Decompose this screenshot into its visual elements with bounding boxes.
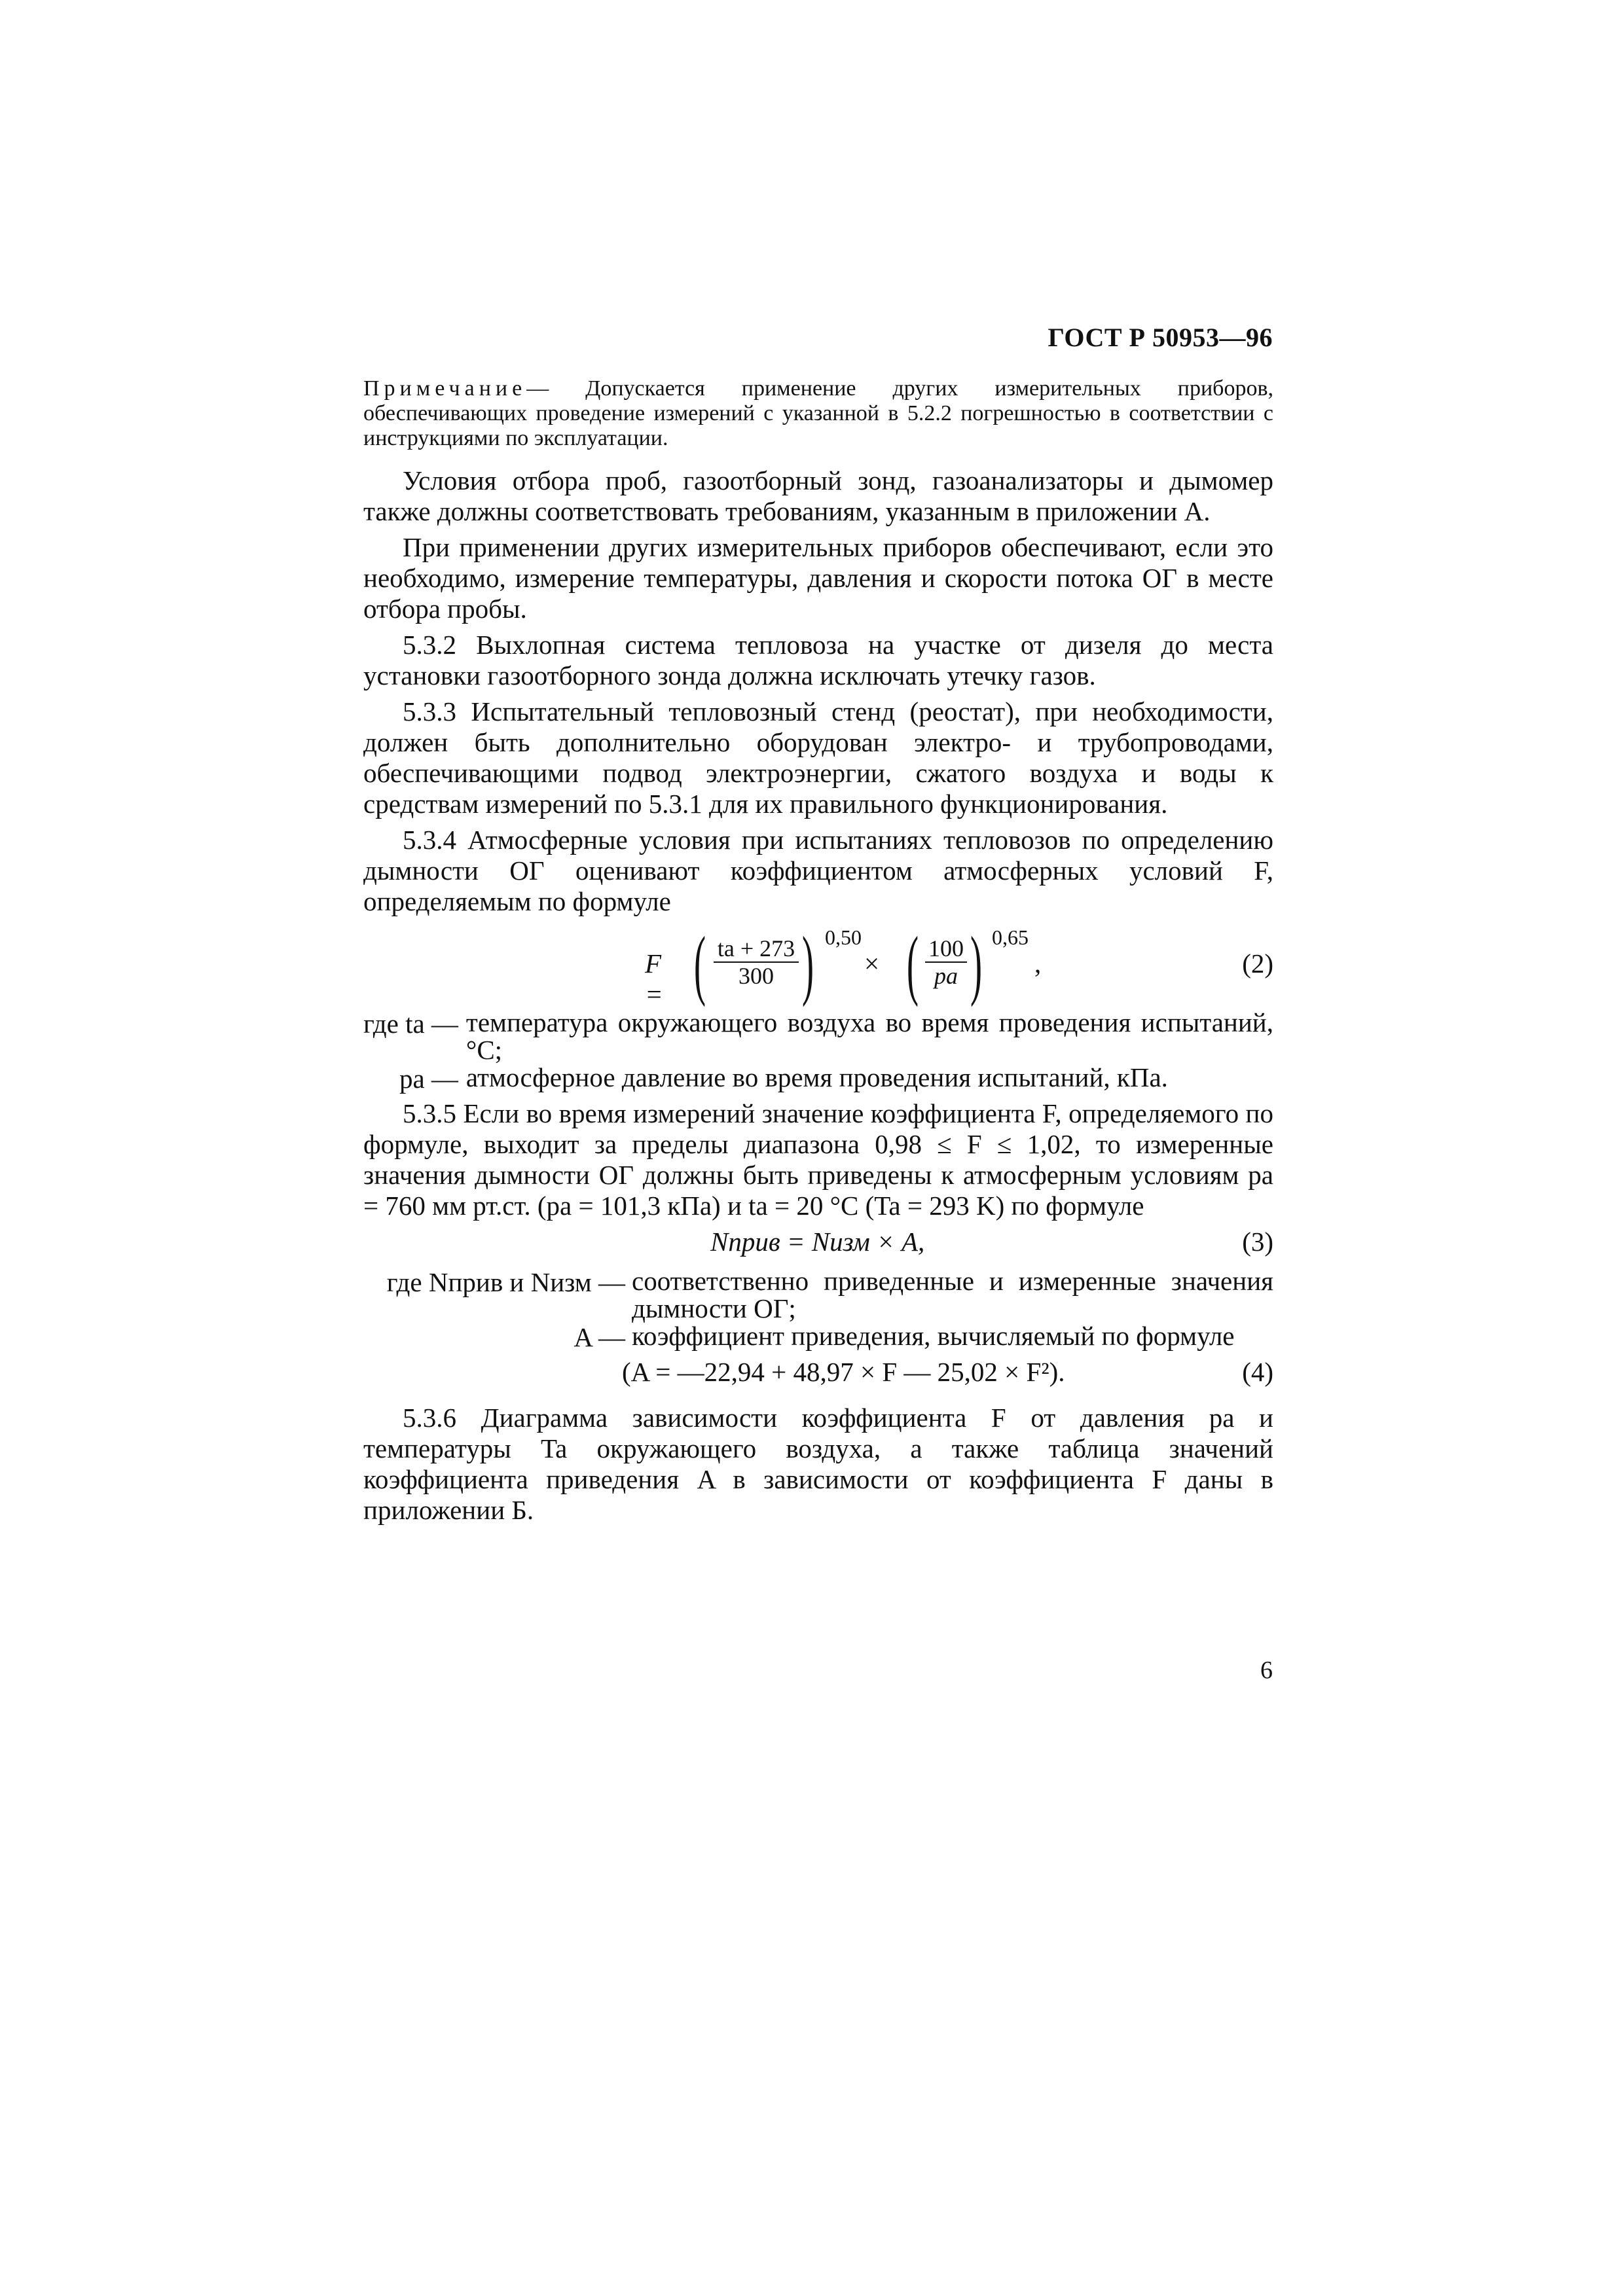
- formula-3-expression: Nприв = Nизм × A,: [710, 1227, 925, 1257]
- page-number: 6: [1260, 1657, 1273, 1684]
- formula-2: [363, 920, 1273, 1009]
- fraction-2-denominator: pa: [934, 963, 958, 989]
- close-paren-2: ): [970, 920, 982, 1007]
- legend-desc-n: соответственно приведенные и измеренные значения дымности ОГ;: [632, 1266, 1273, 1323]
- formula-3-legend: [363, 1267, 1273, 1353]
- legend-desc-a: коэффициент приведения, вычисляемый по формуле: [632, 1321, 1235, 1351]
- formula-4-number: (4): [1242, 1357, 1273, 1387]
- fraction-2: [925, 935, 967, 989]
- times-sign: ×: [864, 948, 880, 978]
- fraction-1-denominator: 300: [739, 963, 774, 989]
- paragraph-other-instruments: При применении других измерительных приборов обеспечивают, если это необходимо, измерение температуры, давления и скорости потока ОГ в месте отбора пробы.: [363, 532, 1273, 624]
- note-label: Примечание: [363, 376, 527, 401]
- formula-2-legend: [363, 1009, 1273, 1094]
- formula-3-number: (3): [1242, 1227, 1273, 1257]
- legend-desc-ta: температура окружающего воздуха во время проведения испытаний, °C;: [465, 1007, 1273, 1065]
- paragraph-5-3-2: 5.3.2 Выхлопная система тепловоза на участке от дизеля до места установки газоотборного зонда должна исключать утечку газов.: [363, 630, 1273, 691]
- paragraph-sampling-conditions: Условия отбора проб, газоотборный зонд, газоанализаторы и дымомер также должны соответствовать требованиям, указанным в приложении А.: [363, 465, 1273, 526]
- formula-4-expression: (A = —22,94 + 48,97 × F — 25,02 × F²).: [622, 1357, 1065, 1387]
- exponent-2: 0,65: [992, 925, 1029, 949]
- fraction-2-numerator: 100: [925, 935, 967, 963]
- formula-4: [363, 1357, 1273, 1393]
- fraction-1-numerator: ta + 273: [714, 935, 799, 963]
- legend-symbol-a: A —: [574, 1322, 625, 1352]
- paragraph-5-3-3: 5.3.3 Испытательный тепловозный стенд (реостат), при необходимости, должен быть дополнительно оборудован электро- и трубопроводами, обеспечивающими подвод электроэнергии, сжатого воздуха и воды к средствам измерений по 5.3.1 для их правильного функционирования.: [363, 696, 1273, 819]
- legend-symbol-n: где Nприв и Nизм —: [386, 1267, 625, 1297]
- formula-2-number: (2): [1242, 948, 1273, 978]
- fraction-1: [714, 935, 799, 989]
- paragraph-5-3-5: 5.3.5 Если во время измерений значение коэффициента F, определяемого по формуле, выходит за пределы диапазона 0,98 ≤ F ≤ 1,02, то измеренные значения дымности ОГ должны быть приведены к атмосферным условиям pa = 760 мм рт.ст. (pa = 101,3 кПа) и ta = 20 °C (Ta = 293 K) по формуле: [363, 1098, 1273, 1221]
- open-paren-2: (: [907, 920, 919, 1007]
- paragraph-5-3-6: 5.3.6 Диаграмма зависимости коэффициента F от давления pa и температуры Ta окружающего воздуха, а также таблица значений коэффициента приведения A в зависимости от коэффициента F даны в приложении Б.: [363, 1403, 1273, 1525]
- document-code: ГОСТ Р 50953—96: [1048, 323, 1273, 352]
- page-content: [363, 376, 1273, 1531]
- legend-symbol-ta: где ta —: [363, 1009, 458, 1039]
- formula-2-comma: ,: [1034, 948, 1042, 978]
- paragraph-5-3-4: 5.3.4 Атмосферные условия при испытаниях тепловозов по определению дымности ОГ оценивают коэффициентом атмосферных условий F, определяемым по формуле: [363, 825, 1273, 916]
- formula-2-lhs: F =: [645, 948, 663, 1009]
- legend-desc-pa: атмосферное давление во время проведения испытаний, кПа.: [465, 1062, 1168, 1092]
- formula-3: [363, 1227, 1273, 1265]
- exponent-1: 0,50: [825, 925, 862, 949]
- note-text: — Допускается применение других измерительных приборов, обеспечивающих проведение измерений с указанной в 5.2.2 погрешностью в соответствии с инструкциями по эксплуатации.: [363, 376, 1273, 450]
- open-paren-1: (: [694, 920, 706, 1007]
- note: [363, 376, 1273, 451]
- legend-symbol-pa: pa —: [399, 1064, 458, 1094]
- close-paren-1: ): [802, 920, 814, 1007]
